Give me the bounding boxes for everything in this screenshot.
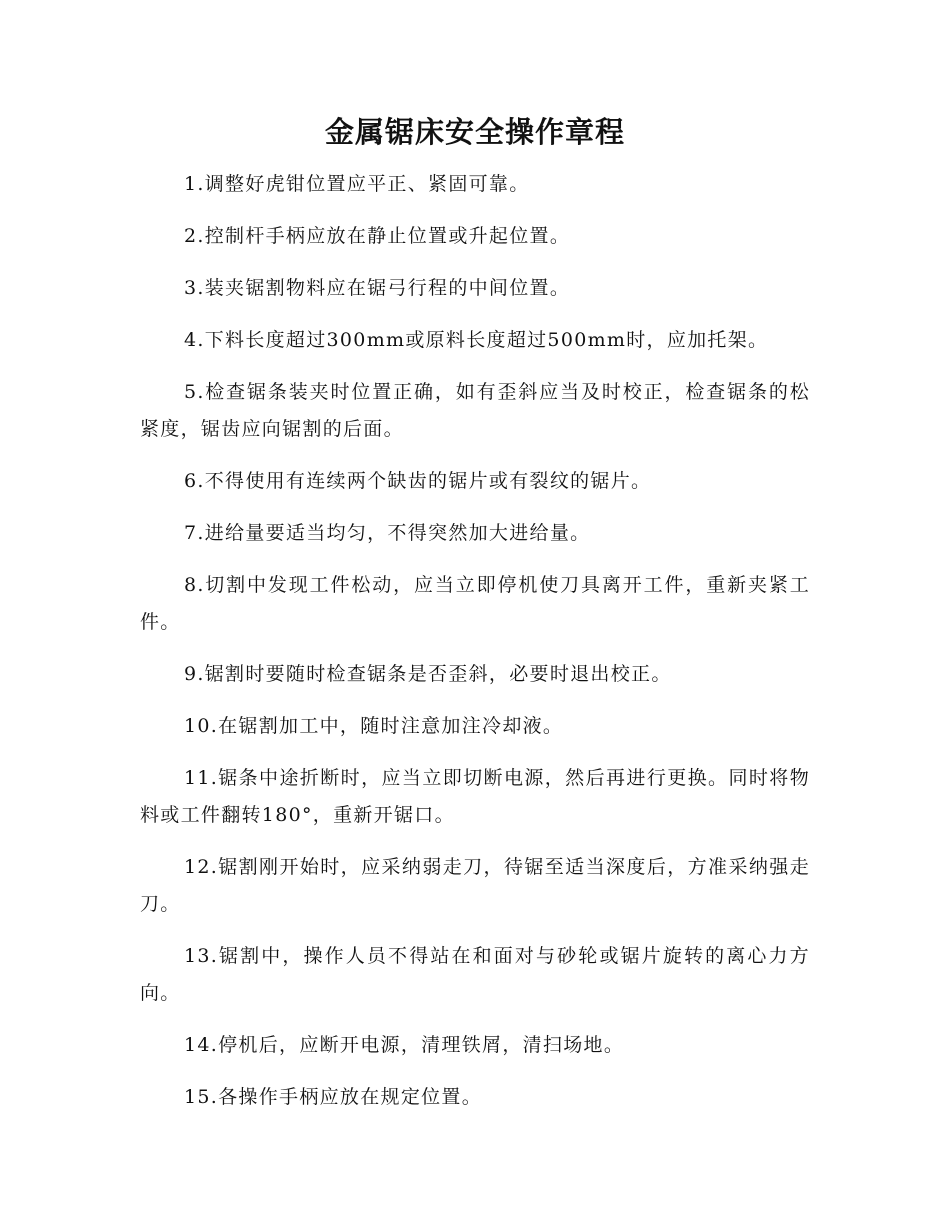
rule-item-4: 4.下料长度超过300mm或原料长度超过500mm时，应加托架。 [184,329,769,351]
rule-item-11: 11.锯条中途折断时，应当立即切断电源，然后再进行更换。同时将物料或工件翻转180°，重新开锯口。 [140,767,810,826]
rule-item-7: 7.进给量要适当均匀，不得突然加大进给量。 [184,522,591,544]
rule-item-15: 15.各操作手柄应放在规定位置。 [184,1086,483,1108]
rule-item-8: 8.切割中发现工件松动，应当立即停机使刀具离开工件，重新夹紧工件。 [140,574,810,633]
rule-item-3: 3.装夹锯割物料应在锯弓行程的中间位置。 [184,277,571,299]
rule-item-5: 5.检查锯条装夹时位置正确，如有歪斜应当及时校正，检查锯条的松紧度，锯齿应向锯割的后面。 [140,381,810,440]
rule-item-6: 6.不得使用有连续两个缺齿的锯片或有裂纹的锯片。 [184,470,652,492]
rule-item-1: 1.调整好虎钳位置应平正、紧固可靠。 [184,173,530,195]
rule-item-13: 13.锯割中，操作人员不得站在和面对与砂轮或锯片旋转的离心力方向。 [140,945,810,1004]
rule-item-9: 9.锯割时要随时检查锯条是否歪斜，必要时退出校正。 [184,663,672,685]
safety-rules-list [140,166,810,1131]
document-title: 金属锯床安全操作章程 [324,115,625,149]
rule-item-2: 2.控制杆手柄应放在静止位置或升起位置。 [184,225,571,247]
rule-item-12: 12.锯割刚开始时，应采纳弱走刀，待锯至适当深度后，方准采纳强走刀。 [140,856,810,915]
rule-item-10: 10.在锯割加工中，随时注意加注冷却液。 [184,715,564,737]
rule-item-14: 14.停机后，应断开电源，清理铁屑，清扫场地。 [184,1034,625,1056]
